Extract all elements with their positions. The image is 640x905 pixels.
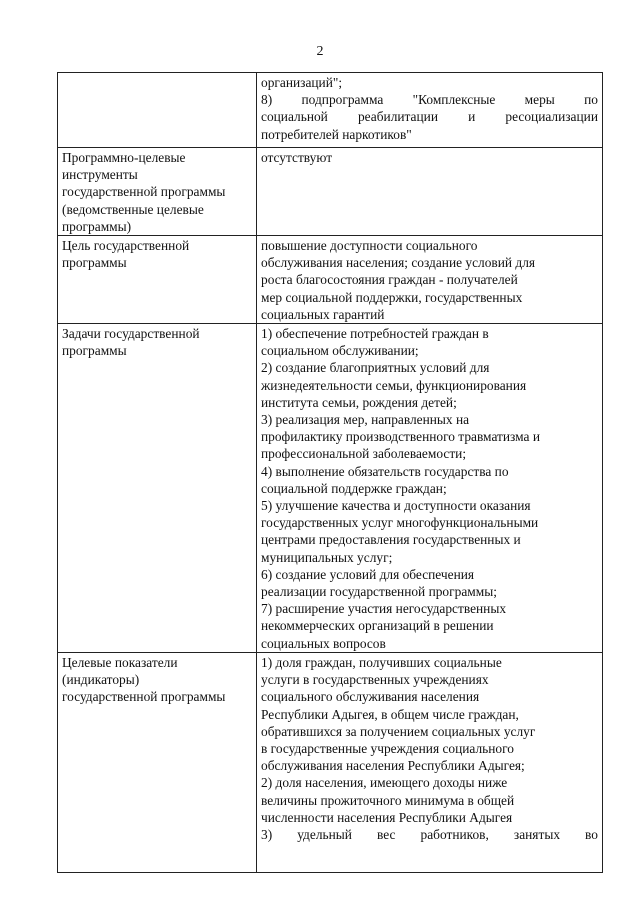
text-line: потребителей наркотиков" — [261, 126, 412, 142]
text-line: отсутствуют — [261, 150, 333, 165]
text-line: 1) обеспечение потребностей граждан в — [261, 326, 489, 342]
text-line: 3) удельный вес работников, занятых во — [261, 826, 598, 842]
text-line: центрами предоставления государственных и — [261, 532, 521, 548]
text-line: государственных услуг многофункциональными — [261, 515, 539, 531]
text-line: социальном обслуживании; — [261, 343, 419, 359]
row-label — [58, 324, 257, 653]
text-line: (индикаторы) — [62, 672, 140, 688]
table-row — [58, 236, 603, 324]
table-row — [58, 324, 603, 653]
text-line: 4) выполнение обязательств государства по — [261, 463, 509, 479]
text-line: (ведомственные целевые — [62, 201, 204, 217]
text-line: Программно-целевые — [62, 150, 186, 165]
text-line: 2) доля населения, имеющего доходы ниже — [261, 775, 508, 791]
text-line: 6) создание условий для обеспечения — [261, 566, 475, 582]
row-label — [58, 236, 257, 324]
text-line: Задачи государственной — [62, 326, 200, 342]
row-value — [257, 652, 603, 872]
text-line: реализации государственной программы; — [261, 584, 497, 600]
text-line: социальной реабилитации и ресоциализации — [261, 109, 598, 125]
row-value — [257, 324, 603, 653]
row-label — [58, 73, 257, 148]
text-line: 5) улучшение качества и доступности оказания — [261, 498, 531, 514]
text-line: некоммерческих организаций в решении — [261, 618, 494, 634]
table-row — [58, 148, 603, 236]
text-line: обратившихся за получением социальных услуг — [261, 723, 536, 739]
text-line: государственной программы — [62, 689, 226, 705]
text-line: повышение доступности социального — [261, 238, 478, 254]
row-label — [58, 148, 257, 236]
text-line: муниципальных услуг; — [261, 549, 393, 565]
text-line: социальной поддержке граждан; — [261, 480, 447, 496]
text-line: инструменты — [62, 167, 138, 183]
text-line: обслуживания населения Республики Адыгея; — [261, 758, 525, 774]
row-value — [257, 236, 603, 324]
text-line: 7) расширение участия негосударственных — [261, 601, 507, 617]
text-line: социального обслуживания населения — [261, 689, 480, 705]
text-line: жизнедеятельности семьи, функционирования — [261, 377, 527, 393]
text-line: роста благосостояния граждан - получателей — [261, 272, 518, 288]
text-line: социальных вопросов — [261, 635, 386, 651]
text-line: профессиональной заболеваемости; — [261, 446, 467, 462]
text-line: государственной программы — [62, 184, 226, 200]
text-line: программы) — [62, 218, 132, 234]
text-line: обслуживания населения; создание условий для — [261, 255, 536, 271]
text-line: величины прожиточного минимума в общей — [261, 792, 515, 808]
text-line: численности населения Республики Адыгея — [261, 809, 513, 825]
text-line: услуги в государственных учреждениях — [261, 672, 489, 688]
table-row — [58, 73, 603, 148]
text-line: социальных гарантий — [261, 306, 385, 322]
page-number: 2 — [316, 44, 324, 59]
text-line: Целевые показатели — [62, 654, 178, 670]
row-label — [58, 652, 257, 872]
text-line: института семьи, рождения детей; — [261, 394, 457, 410]
row-value — [257, 148, 603, 236]
text-line: Цель государственной — [62, 238, 190, 254]
program-passport-table — [57, 72, 603, 873]
text-line: в государственные учреждения социального — [261, 740, 514, 756]
text-line: программы — [62, 255, 127, 271]
text-line: 2) создание благоприятных условий для — [261, 360, 490, 376]
text-line: программы — [62, 343, 127, 359]
text-line: 3) реализация мер, направленных на — [261, 412, 470, 428]
text-line: мер социальной поддержки, государственных — [261, 289, 523, 305]
text-line: 8) подпрограмма "Комплексные меры по — [261, 92, 598, 108]
row-value — [257, 73, 603, 148]
table-row — [58, 652, 603, 872]
text-line: профилактику производственного травматизма и — [261, 429, 540, 445]
text-line: организаций"; — [261, 75, 343, 90]
text-line: 1) доля граждан, получивших социальные — [261, 654, 502, 670]
text-line: Республики Адыгея, в общем числе граждан, — [261, 706, 519, 722]
